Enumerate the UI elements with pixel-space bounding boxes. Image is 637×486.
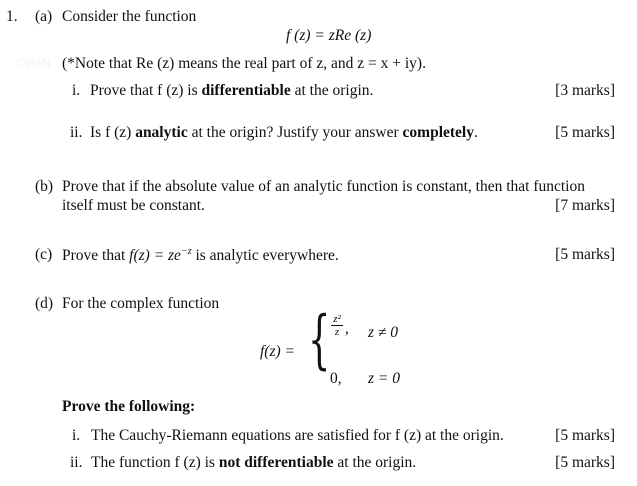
part-a-i-marks: [3 marks] — [555, 82, 615, 99]
piecewise-case1-condition: z ≠ 0 — [368, 324, 399, 341]
part-d-intro: For the complex function — [62, 295, 220, 312]
part-b-line2: itself must be constant. — [62, 197, 205, 214]
part-a-intro: Consider the function — [62, 8, 197, 25]
part-d-label: (d) — [35, 295, 54, 312]
part-c-text: Prove that $f(z) = ze^{-z}$ is analytic everywhere. — [62, 246, 339, 265]
part-c-marks: [5 marks] — [555, 246, 615, 263]
piecewise-case1-comma: , — [345, 320, 349, 337]
piecewise-fraction: z² z — [331, 314, 343, 337]
part-c-label: (c) — [35, 246, 53, 263]
part-d-ii-text: The function f (z) is not differentiable at the origin. — [91, 454, 417, 471]
part-d-ii-marks: [5 marks] — [555, 454, 615, 471]
part-a-label: (a) — [35, 8, 53, 25]
piecewise-case2-value: 0, — [330, 370, 342, 387]
part-a-note: (*Note that Re (z) means the real part of z, and z = x + iy). — [62, 55, 426, 72]
part-b-marks: [7 marks] — [555, 197, 615, 214]
part-d-ii-label: ii. — [70, 454, 83, 471]
part-a-i-label: i. — [72, 82, 81, 99]
question-number: 1. — [6, 8, 18, 25]
piecewise-case2-condition: z = 0 — [368, 370, 400, 387]
part-d-i-label: i. — [72, 427, 81, 444]
watermark-text: Ctrl+N — [16, 56, 51, 70]
part-a-ii-text: Is f (z) analytic at the origin? Justify your answer completely. — [90, 124, 478, 141]
part-a-ii-label: ii. — [70, 124, 83, 141]
part-b-label: (b) — [35, 178, 54, 195]
part-b-line1: Prove that if the absolute value of an analytic function is constant, then that function — [62, 178, 585, 195]
piecewise-brace: { — [308, 303, 331, 377]
part-a-formula: f (z) = zRe (z) — [286, 27, 372, 44]
part-d-i-text: The Cauchy-Riemann equations are satisfied for f (z) at the origin. — [91, 427, 504, 444]
prove-heading: Prove the following: — [62, 398, 196, 415]
part-a-ii-marks: [5 marks] — [555, 124, 615, 141]
part-a-i-text: Prove that f (z) is differentiable at the origin. — [90, 82, 374, 99]
piecewise-lhs: f(z) = — [260, 343, 295, 360]
part-d-i-marks: [5 marks] — [555, 427, 615, 444]
